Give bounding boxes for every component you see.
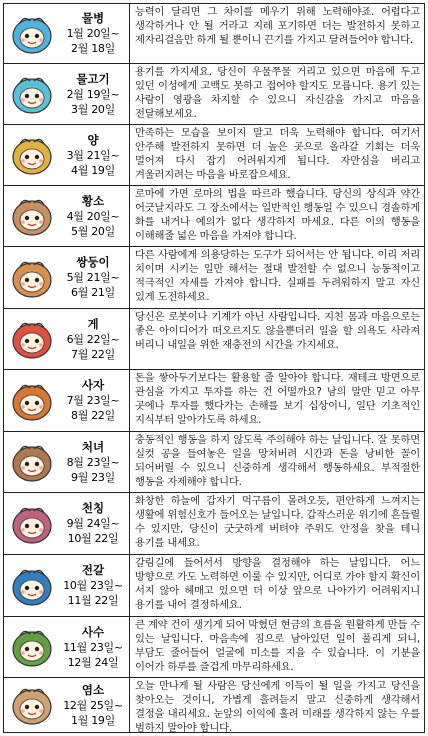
sign-start-date: 2월 19일~ bbox=[66, 87, 120, 101]
sign-row bbox=[4, 64, 424, 125]
sign-start-date: 12월 25일~ bbox=[63, 698, 123, 712]
sign-header bbox=[4, 617, 130, 677]
fortune-text: 당신은 로봇이나 기계가 아닌 사람입니다. 지친 몸과 마음으로는 좋은 아이디어가 떠오르지도 않을뿐더러 일을 할 의욕도 사라져 버리니 내일을 위한 재충전의 시간을 가지세요. bbox=[135, 311, 420, 351]
sign-name: 사수 bbox=[81, 624, 105, 639]
sign-row bbox=[4, 432, 424, 493]
fortune-text: 만족하는 모습을 보이지 말고 더욱 노력해야 합니다. 여기서 안주해 발전하지 못하면 더 높은 곳으로 올라갈 기회는 더욱 멀어져 다시 잡기 어려워지게 됩니다. 자만심을 버리고 겨울러지려는 마음을 바로잡으세요. bbox=[135, 127, 420, 181]
sign-header bbox=[4, 64, 130, 124]
sign-header bbox=[4, 4, 130, 63]
sign-start-date: 4월 20일~ bbox=[66, 209, 120, 223]
aquarius-icon bbox=[7, 11, 57, 57]
sign-end-date: 5월 20일 bbox=[71, 224, 115, 238]
sign-start-date: 11월 23일~ bbox=[63, 640, 123, 654]
horoscope-table bbox=[3, 3, 425, 733]
sign-info bbox=[57, 255, 129, 300]
fortune-text: 돈을 쌓아두기보다는 활용할 줄 알아야 합니다. 재테크 방면으로 관심을 가지고 투자를 하는 건 어떨까요? 남의 말만 믿고 아무 곳에나 투자를 했다가는 손해를 보기 십상이니, 일단 기초적인 지식부터 알아가도록 하세요. bbox=[135, 372, 420, 426]
sign-start-date: 1월 20일~ bbox=[66, 27, 120, 40]
sign-name: 천칭 bbox=[81, 501, 105, 515]
sagittarius-icon bbox=[7, 624, 57, 670]
sign-name: 염소 bbox=[81, 682, 105, 697]
fortune-text: 충동적인 행동을 하지 않도록 주의해야 하는 날입니다. 잘 못하면 실컷 공을 들여놓은 일을 망쳐버려 시간과 돈을 낭비한 꼴이 되어버릴 수 있으니 신중하게 생각해서 행동하세요. 부적절한 행동을 자제해야 합니다. bbox=[135, 434, 420, 488]
sign-row bbox=[4, 678, 424, 732]
sign-name: 쌍둥이 bbox=[76, 255, 110, 269]
sign-header bbox=[4, 493, 130, 554]
sign-header bbox=[4, 247, 130, 308]
sign-row bbox=[4, 247, 424, 309]
sign-end-date: 12월 24일 bbox=[67, 655, 119, 669]
sign-name: 물고기 bbox=[76, 71, 110, 86]
sign-header bbox=[4, 125, 130, 185]
sign-name: 전갈 bbox=[81, 563, 105, 577]
fortune-text: 로마에 가면 로마의 법을 따르라 했습니다. 당신의 상식과 약간 어긋날지라도 그 장소에서는 일반적인 행동일 수 있으니 경솔하게 화를 내거나 예의가 없다 생각하지 마세요. 다른 이의 행동을 이해해줄 넓은 마음을 가져야 합니다. bbox=[135, 188, 420, 242]
fortune-text: 갈림길에 들어서서 방향을 결정해야 하는 날입니다. 어느 방향으로 가도 노력하면 이룰 수 있지만, 어디로 가야 할지 확신이 서지 않아 헤매고 있으면 더 이상 앞으로 나아가기 어려워지니 용기를 내어 결정하세요. bbox=[135, 557, 420, 611]
sign-info bbox=[57, 440, 129, 485]
sign-info bbox=[57, 317, 129, 362]
sign-info bbox=[57, 378, 129, 423]
sign-row bbox=[4, 370, 424, 432]
sign-info bbox=[57, 72, 129, 117]
sign-name: 황소 bbox=[81, 193, 105, 208]
fortune-text: 용기를 가지세요. 당신이 우물쭈물 거리고 있으면 마음에 두고 있던 이성에게 고백도 못하고 접어야 할지도 모릅니다. 용기 있는 사람이 영광을 차지할 수 있으니 자신감을 가지고 마음을 전달해보세요. bbox=[135, 66, 420, 120]
sign-header bbox=[4, 186, 130, 246]
sign-start-date: 3월 21일~ bbox=[66, 148, 120, 162]
sign-row bbox=[4, 4, 424, 64]
sign-start-date: 8월 23일~ bbox=[66, 455, 120, 469]
sign-end-date: 6월 21일 bbox=[71, 286, 115, 299]
sign-row bbox=[4, 555, 424, 617]
sign-info bbox=[57, 625, 129, 670]
leo-icon bbox=[7, 378, 57, 424]
sign-start-date: 10월 23일~ bbox=[63, 579, 123, 592]
sign-row bbox=[4, 125, 424, 186]
virgo-icon bbox=[7, 439, 57, 485]
sign-info bbox=[57, 11, 129, 56]
gemini-icon bbox=[7, 255, 57, 301]
sign-row bbox=[4, 186, 424, 247]
sign-end-date: 3월 20일 bbox=[71, 102, 115, 116]
sign-info bbox=[57, 501, 129, 546]
taurus-icon bbox=[7, 193, 57, 239]
sign-name: 게 bbox=[87, 316, 99, 331]
sign-row bbox=[4, 309, 424, 370]
pisces-icon bbox=[7, 71, 57, 117]
sign-name: 사자 bbox=[81, 378, 105, 392]
sign-header bbox=[4, 432, 130, 492]
fortune-text: 큰 계약 건이 생기게 되어 막혔던 현금의 흐름을 원활하게 만들 수 있는 날입니다. 마음속에 짐으로 남아있던 일이 풀리게 되니, 부담도 줄어들어 얼굴에 미소를 지을 수 있습니다. 이 기분을 이어가 하루를 즐겁게 마무리하세요. bbox=[135, 619, 420, 673]
sign-end-date: 8월 22일 bbox=[71, 409, 115, 422]
sign-end-date: 4월 19일 bbox=[71, 163, 115, 177]
sign-row bbox=[4, 493, 424, 555]
sign-end-date: 9월 23일 bbox=[71, 470, 115, 484]
sign-name: 양 bbox=[87, 132, 99, 147]
scorpio-icon bbox=[7, 563, 57, 609]
sign-start-date: 6월 22일~ bbox=[66, 332, 120, 346]
sign-header bbox=[4, 678, 130, 732]
sign-row bbox=[4, 617, 424, 678]
fortune-text: 능력이 달리면 그 차이를 메우기 위해 노력해야죠. 어렵다고 생각하거나 안 될 거라고 지레 포기하면 더는 발전하지 못하고 제자리걸음만 하게 될 뿐이니 끈기를 가지고 달려들어야 합니다. bbox=[135, 6, 420, 46]
sign-info bbox=[57, 683, 129, 728]
cancer-icon bbox=[7, 316, 57, 362]
sign-end-date: 7월 22일 bbox=[71, 347, 115, 361]
sign-end-date: 11월 22일 bbox=[67, 594, 119, 607]
sign-info bbox=[57, 563, 129, 608]
sign-info bbox=[57, 194, 129, 239]
libra-icon bbox=[7, 501, 57, 547]
sign-name: 처녀 bbox=[81, 439, 105, 454]
sign-end-date: 10월 22일 bbox=[67, 532, 119, 545]
aries-icon bbox=[7, 132, 57, 178]
sign-end-date: 2월 18일 bbox=[71, 42, 115, 55]
sign-header bbox=[4, 309, 130, 369]
fortune-text: 오늘 만나게 될 사람은 당신에게 이득이 될 일을 가지고 당신을 찾아오는 것이니, 가볍게 흘려듣지 말고 신중하게 생각해서 결정을 내리세요. 눈앞의 이익에 홀려 미래를 생각하지 않는 우를 범하지 말아야 합니다. bbox=[135, 680, 420, 732]
fortune-text: 화창한 하늘에 갑자기 먹구름이 몰려오듯, 편안하게 느껴지는 생활에 위험신호가 들어오는 날입니다. 갑작스러운 위기에 흔들릴 수 있지만, 당신이 굿굿하게 버텨야 주위도 안정을 찾을 테니 용기를 내세요. bbox=[135, 495, 420, 549]
sign-header bbox=[4, 370, 130, 431]
capricorn-icon bbox=[7, 682, 57, 728]
fortune-text: 다른 사람에게 의용당하는 도구가 되어서는 안 됩니다. 이리 저리 치이며 시키는 일만 해서는 절대 발전할 수 없으니 능동적이고 적극적인 자세를 가져야 합니다. 실패를 두려워하지 말고 자신 있게 도전하세요. bbox=[135, 249, 420, 303]
sign-start-date: 7월 23일~ bbox=[66, 394, 120, 407]
sign-end-date: 1월 19일 bbox=[71, 713, 115, 727]
sign-start-date: 9월 24일~ bbox=[66, 517, 120, 530]
sign-name: 물병 bbox=[81, 11, 105, 25]
sign-start-date: 5월 21일~ bbox=[66, 271, 120, 284]
sign-info bbox=[57, 133, 129, 178]
sign-header bbox=[4, 555, 130, 616]
